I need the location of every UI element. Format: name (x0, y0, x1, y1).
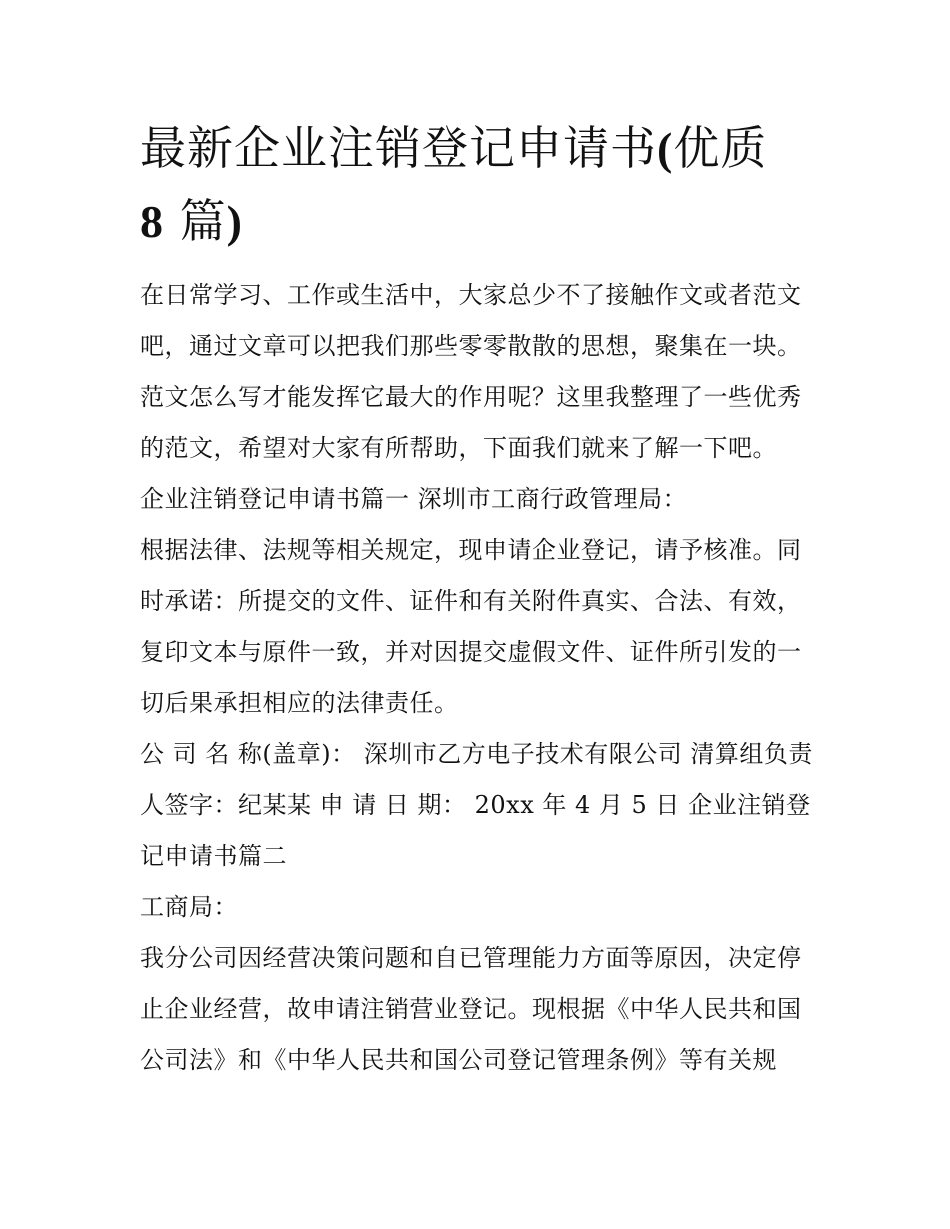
intro-paragraph: 在日常学习、工作或生活中，大家总少不了接触作文或者范文吧，通过文章可以把我们那些零零散散的思想，聚集在一块。范文怎么写才能发挥它最大的作用呢？这里我整理了一些优秀的范文，希望对大家有所帮助，下面我们就来了解一下吧。 (140, 281, 802, 462)
title-count-text: 篇 (164, 194, 227, 248)
title-text-main: 最新企业注销登记申请书 (140, 121, 657, 175)
title-close-paren: ) (226, 196, 243, 247)
section-one-heading: 企业注销登记申请书篇一 深圳市工商行政管理局： (140, 485, 688, 513)
document-title (140, 112, 820, 258)
title-count-number: 8 (140, 196, 164, 247)
section-two-body: 我分公司因经营决策问题和自已管理能力方面等原因，决定停止企业经营，故申请注销营业登记。现根据《中华人民共和国公司法》和《中华人民共和国公司登记管理条例》等有关规 (140, 944, 802, 1074)
section-two-addressee: 工商局： (140, 893, 238, 921)
title-open-paren: ( (657, 123, 674, 174)
signature-and-section-two-heading: 公 司 名 称(盖章)： 深圳市乙方电子技术有限公司 清算组负责人签字：纪某某 申 请 日 期： 20xx 年 4 月 5 日 企业注销登记申请书篇二 (140, 740, 813, 870)
title-text-quality: 优质 (673, 121, 768, 175)
section-one-body: 根据法律、法规等相关规定，现申请企业登记，请予核准。同时承诺：所提交的文件、证件和有关附件真实、合法、有效，复印文本与原件一致，并对因提交虚假文件、证件所引发的一切后果承担相应的法律责任。 (140, 536, 802, 717)
document-page (140, 112, 820, 1086)
